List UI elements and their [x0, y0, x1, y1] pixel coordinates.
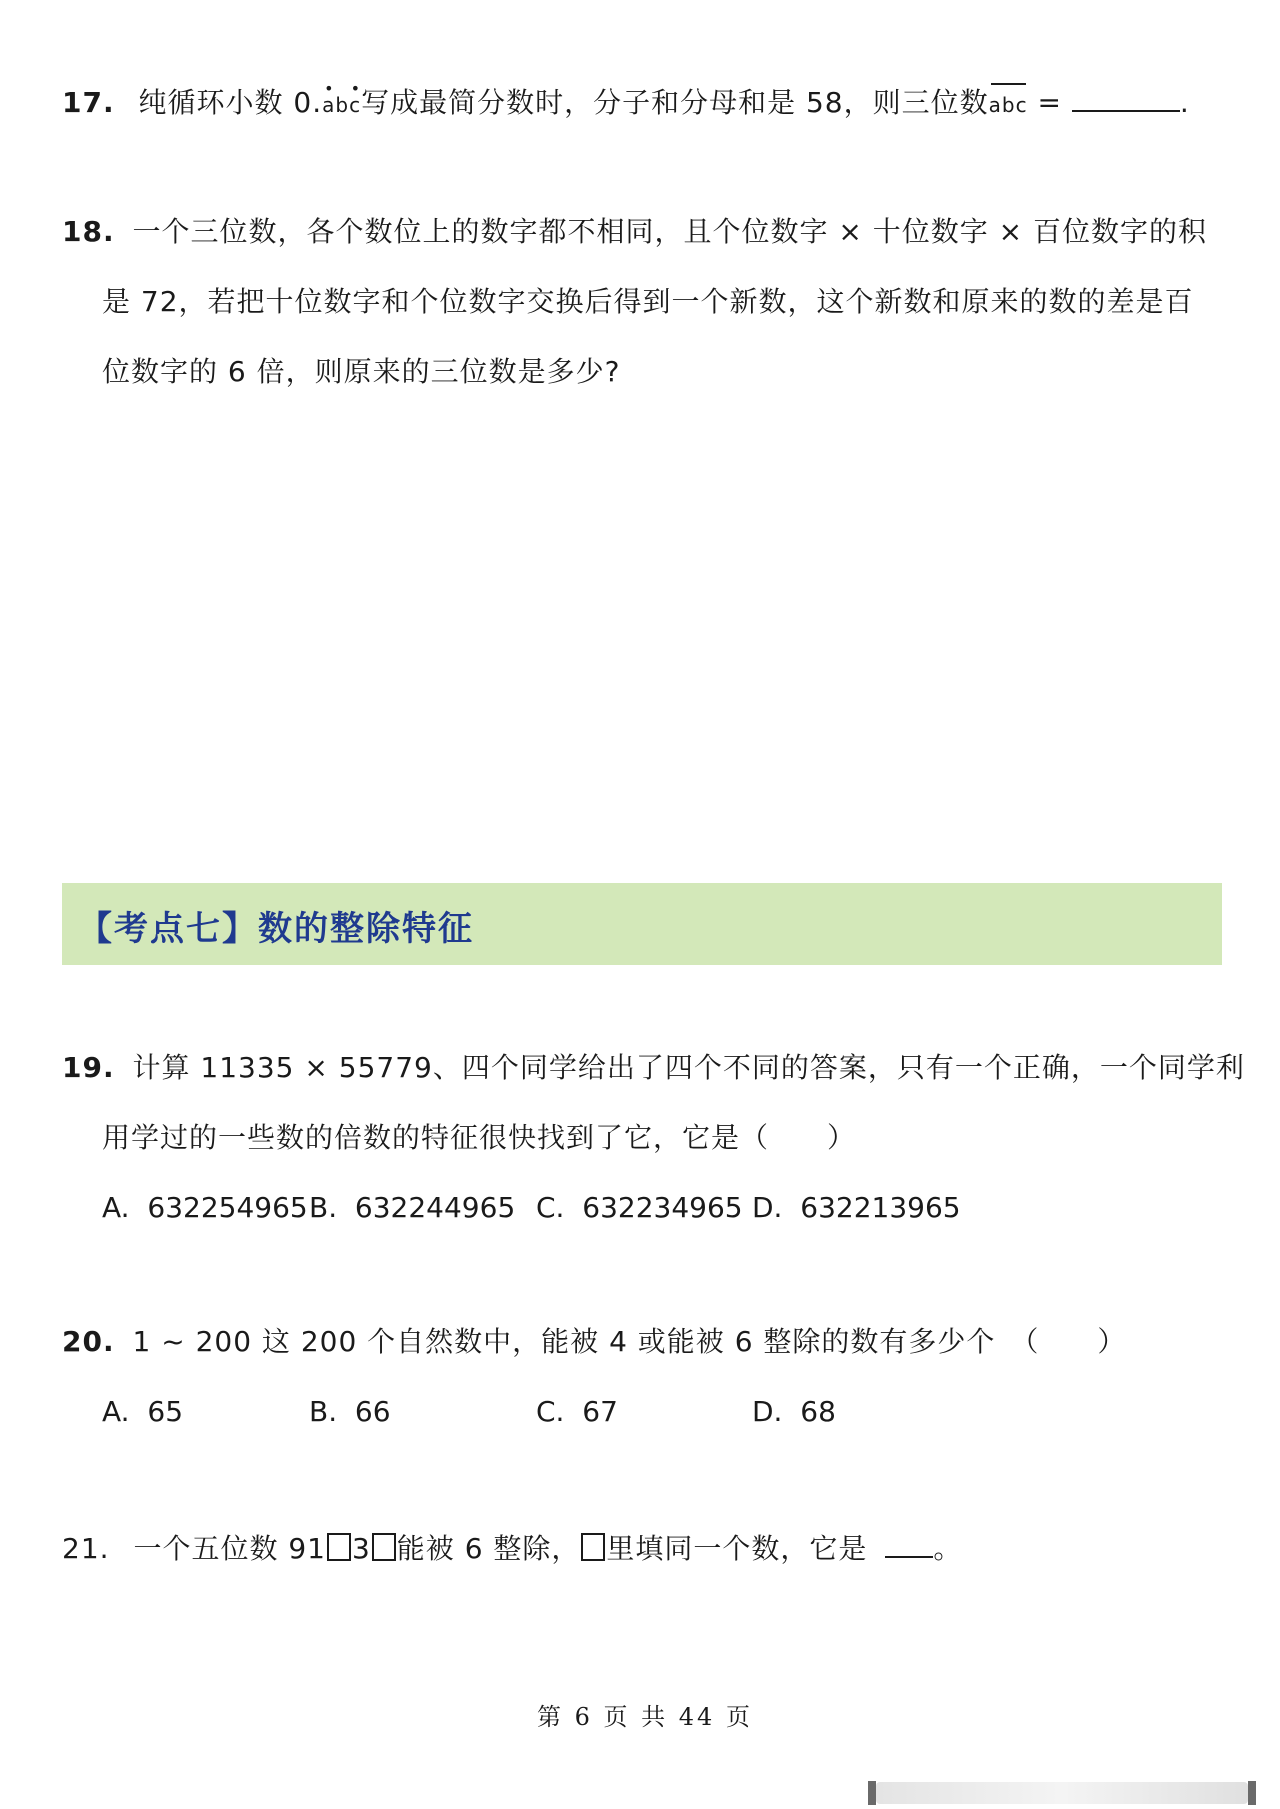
- digit-box-symbol: [581, 1533, 605, 1561]
- question-text-part: 里填同一个数，它是: [606, 1532, 868, 1565]
- answer-blank[interactable]: [885, 1528, 933, 1558]
- question-number: 20.: [62, 1325, 115, 1358]
- question-number: 19.: [62, 1051, 115, 1084]
- option-value: 66: [354, 1395, 391, 1428]
- option-label: A.: [102, 1395, 130, 1428]
- option-a[interactable]: [102, 1392, 183, 1432]
- equals-sign: =: [1037, 86, 1062, 119]
- option-label: A.: [102, 1191, 130, 1224]
- question-text-part: 能被 6 整除，: [396, 1532, 581, 1565]
- repeating-digits: abc: [322, 93, 362, 117]
- option-b[interactable]: [309, 1392, 391, 1432]
- option-c[interactable]: [536, 1392, 618, 1432]
- option-value: 68: [800, 1395, 836, 1428]
- question-19-line-2: 用学过的一些数的倍数的特征很快找到了它，它是（ ）: [102, 1121, 857, 1154]
- question-19: [62, 1048, 1245, 1088]
- option-d[interactable]: [752, 1188, 961, 1228]
- question-number: 17.: [62, 86, 115, 119]
- option-label: C.: [536, 1395, 565, 1428]
- question-18-line-3: 位数字的 6 倍，则原来的三位数是多少?: [102, 355, 621, 388]
- scrollbar-left-cap: [868, 1781, 876, 1805]
- option-label: B.: [309, 1395, 338, 1428]
- option-label: C.: [536, 1191, 565, 1224]
- repeat-dot-end: •: [350, 79, 362, 98]
- overline-number: abc: [989, 85, 1028, 125]
- horizontal-scrollbar[interactable]: [876, 1782, 1248, 1804]
- question-20: [62, 1322, 1126, 1362]
- question-text-line: 一个三位数，各个数位上的数字都不相同，且个位数字 × 十位数字 × 百位数字的积: [132, 215, 1208, 248]
- question-end: .: [1179, 86, 1190, 119]
- repeating-decimal: [322, 79, 362, 125]
- section-header: [62, 883, 1222, 965]
- question-text-part: 纯循环小数 0.: [138, 86, 323, 119]
- repeat-dot-start: •: [324, 79, 335, 98]
- option-value: 632213965: [800, 1191, 961, 1224]
- option-value: 632244965: [354, 1191, 516, 1224]
- question-text-part: 3: [351, 1532, 371, 1565]
- question-number: 18.: [62, 215, 115, 248]
- question-17: [62, 79, 1190, 125]
- digit-box[interactable]: [372, 1533, 396, 1561]
- scrollbar-right-cap: [1248, 1781, 1256, 1805]
- option-c[interactable]: [536, 1188, 743, 1228]
- option-label: B.: [309, 1191, 338, 1224]
- option-value: 65: [147, 1395, 184, 1428]
- option-b[interactable]: [309, 1188, 515, 1228]
- answer-blank[interactable]: [1072, 82, 1180, 112]
- question-number: 21.: [62, 1532, 110, 1565]
- option-d[interactable]: [752, 1392, 836, 1432]
- option-label: D.: [752, 1191, 783, 1224]
- option-label: D.: [752, 1395, 783, 1428]
- digit-box[interactable]: [327, 1533, 351, 1561]
- option-value: 632234965: [582, 1191, 743, 1224]
- question-text-part: 一个五位数 91: [133, 1532, 326, 1565]
- section-title: 【考点七】数的整除特征: [78, 909, 474, 949]
- question-18: [62, 212, 1207, 252]
- option-a[interactable]: [102, 1188, 308, 1228]
- question-end: 。: [933, 1532, 963, 1565]
- question-18-line-2: 是 72，若把十位数字和个位数字交换后得到一个新数，这个新数和原来的数的差是百: [102, 285, 1194, 318]
- option-value: 67: [582, 1395, 618, 1428]
- question-text-line: 计算 11335 × 55779、四个同学给出了四个不同的答案，只有一个正确，一个同学利: [132, 1051, 1245, 1084]
- option-value: 632254965: [147, 1191, 308, 1224]
- question-text-line: 1 ~ 200 这 200 个自然数中，能被 4 或能被 6 整除的数有多少个 （ ）: [132, 1325, 1127, 1358]
- page-footer: 第 6 页 共 44 页: [537, 1703, 753, 1731]
- question-21: [62, 1528, 962, 1569]
- question-text-part: 写成最简分数时，分子和分母和是 58，则三位数: [361, 86, 989, 119]
